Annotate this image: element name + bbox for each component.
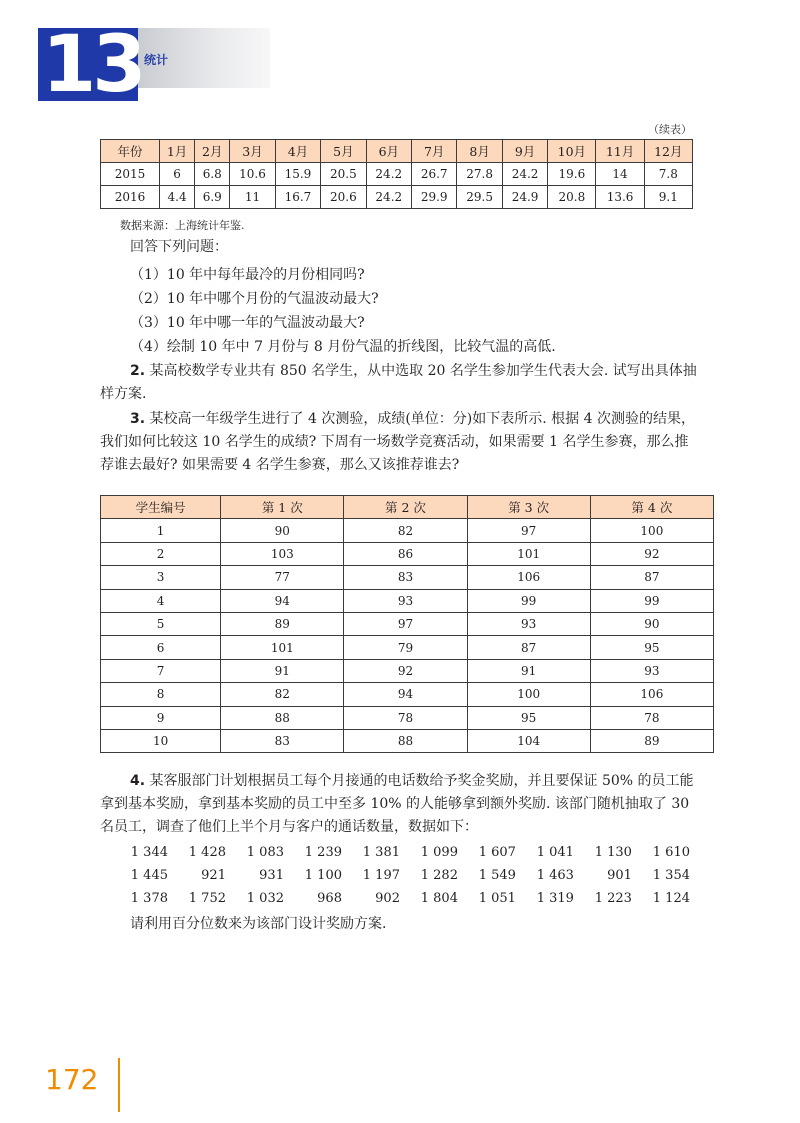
question-3	[100, 408, 700, 477]
q1-intro: 回答下列问题：	[130, 239, 228, 255]
data-value: 1 804	[420, 891, 458, 906]
table-row	[101, 706, 714, 729]
q1-item: （3）10 年中哪一年的气温波动最大?	[130, 315, 365, 331]
header-cell: 第 4 次	[590, 496, 713, 519]
data-value: 1 239	[304, 845, 342, 860]
data-value: 1 041	[536, 845, 574, 860]
table-cell: 91	[467, 659, 590, 682]
table-cell: 4	[101, 589, 221, 612]
data-value: 1 197	[362, 868, 400, 883]
table-cell: 10	[101, 729, 221, 752]
header-cell: 11月	[596, 140, 644, 163]
header-cell: 6月	[366, 140, 411, 163]
table-cell: 89	[221, 612, 344, 635]
header-cell: 1月	[160, 140, 195, 163]
table-cell: 14	[596, 163, 644, 186]
table-cell: 6	[101, 636, 221, 659]
chapter-number: 13	[42, 20, 143, 110]
question-text: 某高校数学专业共有 850 名学生，从中选取 20 名学生参加学生代表大会. 试写出具体抽样方案.	[100, 363, 697, 402]
table-cell: 24.2	[366, 163, 411, 186]
data-value: 1 282	[420, 868, 458, 883]
data-value: 921	[201, 868, 226, 883]
table-cell: 19.6	[548, 163, 596, 186]
table-cell: 7	[101, 659, 221, 682]
header-cell: 7月	[412, 140, 457, 163]
q1-item: （1）10 年中每年最冷的月份相同吗?	[130, 267, 365, 283]
header-cell: 第 3 次	[467, 496, 590, 519]
table-cell: 7.8	[644, 163, 692, 186]
page-number: 172	[45, 1063, 99, 1096]
data-value: 1 051	[478, 891, 516, 906]
table-row	[101, 519, 714, 542]
data-value: 1 319	[536, 891, 574, 906]
table-cell: 2015	[101, 163, 160, 186]
table-cell: 20.8	[548, 186, 596, 209]
table-cell: 9	[101, 706, 221, 729]
data-value: 1 607	[478, 845, 516, 860]
q1-item: （2）10 年中哪个月份的气温波动最大?	[130, 291, 379, 307]
question-text: 某校高一年级学生进行了 4 次测验，成绩(单位：分)如下表所示. 根据 4 次测验的结果，我们如何比较这 10 名学生的成绩? 下周有一场数学竞赛活动，如果需要 1 名学生参赛，那么推荐谁去最好? 如果需要 4 名学生参赛，那么又该推荐谁去?	[100, 411, 695, 473]
data-row	[120, 841, 700, 864]
table-cell: 106	[467, 566, 590, 589]
table-cell: 93	[467, 612, 590, 635]
header-cell: 学生编号	[101, 496, 221, 519]
table-cell: 24.2	[502, 163, 547, 186]
table-cell: 5	[101, 612, 221, 635]
data-value: 968	[317, 891, 342, 906]
table-cell: 26.7	[412, 163, 457, 186]
table-header-row	[101, 140, 693, 163]
table-row	[101, 163, 693, 186]
data-value: 1 428	[188, 845, 226, 860]
data-value: 1 463	[536, 868, 574, 883]
data-value: 1 610	[652, 845, 690, 860]
table-cell: 78	[590, 706, 713, 729]
data-value: 1 099	[420, 845, 458, 860]
page-number-divider	[118, 1058, 120, 1112]
table-cell: 90	[221, 519, 344, 542]
table-cell: 6.8	[195, 163, 230, 186]
table-cell: 89	[590, 729, 713, 752]
question-2	[100, 360, 700, 406]
table-cell: 92	[344, 659, 467, 682]
question-text: 某客服部门计划根据员工每个月接通的电话数给予奖金奖励，并且要保证 50% 的员工能拿到基本奖励，拿到基本奖励的员工中至多 10% 的人能够拿到额外奖励. 该部门随机抽取了 30 名员工，调查了他们上半个月与客户的通话数量，数据如下：	[100, 773, 694, 835]
header-cell: 年份	[101, 140, 160, 163]
table-cell: 1	[101, 519, 221, 542]
data-source-note: 数据来源：上海统计年鉴.	[120, 219, 245, 232]
header-cell: 10月	[548, 140, 596, 163]
table-row	[101, 612, 714, 635]
table-cell: 6	[160, 163, 195, 186]
table-cell: 9.1	[644, 186, 692, 209]
table-cell: 97	[344, 612, 467, 635]
table-cell: 20.6	[321, 186, 366, 209]
table-cell: 83	[344, 566, 467, 589]
data-value: 1 354	[652, 868, 690, 883]
table-cell: 6.9	[195, 186, 230, 209]
table-cell: 2016	[101, 186, 160, 209]
table-cell: 79	[344, 636, 467, 659]
data-value: 901	[607, 868, 632, 883]
table-cell: 2	[101, 542, 221, 565]
table-cell: 101	[221, 636, 344, 659]
data-value: 1 381	[362, 845, 400, 860]
header-cell: 第 2 次	[344, 496, 467, 519]
header-cell: 12月	[644, 140, 692, 163]
header-cell: 3月	[230, 140, 275, 163]
table-cell: 93	[344, 589, 467, 612]
data-value: 1 223	[594, 891, 632, 906]
table-cell: 4.4	[160, 186, 195, 209]
header-cell: 9月	[502, 140, 547, 163]
question-number: 3.	[130, 411, 146, 427]
table-cell: 97	[467, 519, 590, 542]
data-value: 931	[259, 868, 284, 883]
table-cell: 86	[344, 542, 467, 565]
data-value: 1 344	[130, 845, 168, 860]
table-cell: 77	[221, 566, 344, 589]
table-cell: 103	[221, 542, 344, 565]
table-cell: 78	[344, 706, 467, 729]
table-cell: 99	[467, 589, 590, 612]
table-cell: 88	[221, 706, 344, 729]
table-cell: 13.6	[596, 186, 644, 209]
scores-table	[100, 495, 714, 753]
table-row	[101, 566, 714, 589]
table-row	[101, 659, 714, 682]
table-cell: 20.5	[321, 163, 366, 186]
table-row	[101, 542, 714, 565]
table-cell: 101	[467, 542, 590, 565]
table-cell: 16.7	[275, 186, 320, 209]
table-cell: 24.2	[366, 186, 411, 209]
header-cell: 4月	[275, 140, 320, 163]
table-cell: 91	[221, 659, 344, 682]
table-cell: 3	[101, 566, 221, 589]
table-cell: 82	[221, 683, 344, 706]
table-cell: 92	[590, 542, 713, 565]
table-cell: 8	[101, 683, 221, 706]
data-value: 1 549	[478, 868, 516, 883]
table-cell: 104	[467, 729, 590, 752]
table-cell: 100	[590, 519, 713, 542]
table-row	[101, 186, 693, 209]
q1-item: （4）绘制 10 年中 7 月份与 8 月份气温的折线图，比较气温的高低.	[130, 339, 556, 355]
q4-closing: 请利用百分位数来为该部门设计奖励方案.	[130, 916, 387, 932]
table-cell: 29.5	[457, 186, 502, 209]
table-cell: 95	[467, 706, 590, 729]
table-cell: 94	[221, 589, 344, 612]
chapter-title: 统计	[144, 53, 169, 67]
data-row	[120, 864, 700, 887]
data-value: 1 032	[246, 891, 284, 906]
data-value: 1 124	[652, 891, 690, 906]
data-value: 1 752	[188, 891, 226, 906]
call-count-data	[120, 841, 700, 910]
table-cell: 83	[221, 729, 344, 752]
data-value: 1 130	[594, 845, 632, 860]
table-header-row	[101, 496, 714, 519]
table-cell: 87	[590, 566, 713, 589]
table-continued-label: （续表）	[648, 123, 692, 136]
question-number: 2.	[130, 363, 146, 379]
chapter-header	[0, 0, 800, 110]
table-cell: 87	[467, 636, 590, 659]
table-cell: 93	[590, 659, 713, 682]
question-4	[100, 770, 700, 839]
table-cell: 82	[344, 519, 467, 542]
question-number: 4.	[130, 773, 146, 789]
data-value: 1 083	[246, 845, 284, 860]
table-row	[101, 683, 714, 706]
data-value: 1 100	[304, 868, 342, 883]
table-cell: 95	[590, 636, 713, 659]
table-cell: 106	[590, 683, 713, 706]
data-value: 902	[375, 891, 400, 906]
table-row	[101, 729, 714, 752]
header-cell: 第 1 次	[221, 496, 344, 519]
table-cell: 29.9	[412, 186, 457, 209]
header-cell: 8月	[457, 140, 502, 163]
data-row	[120, 887, 700, 910]
table-cell: 11	[230, 186, 275, 209]
table-cell: 90	[590, 612, 713, 635]
table-cell: 27.8	[457, 163, 502, 186]
table-cell: 99	[590, 589, 713, 612]
table-cell: 10.6	[230, 163, 275, 186]
data-value: 1 378	[130, 891, 168, 906]
table-row	[101, 589, 714, 612]
data-value: 1 445	[130, 868, 168, 883]
table-cell: 88	[344, 729, 467, 752]
table-cell: 100	[467, 683, 590, 706]
table-cell: 24.9	[502, 186, 547, 209]
temperature-table	[100, 139, 693, 209]
table-cell: 94	[344, 683, 467, 706]
table-cell: 15.9	[275, 163, 320, 186]
header-cell: 5月	[321, 140, 366, 163]
table-row	[101, 636, 714, 659]
header-cell: 2月	[195, 140, 230, 163]
